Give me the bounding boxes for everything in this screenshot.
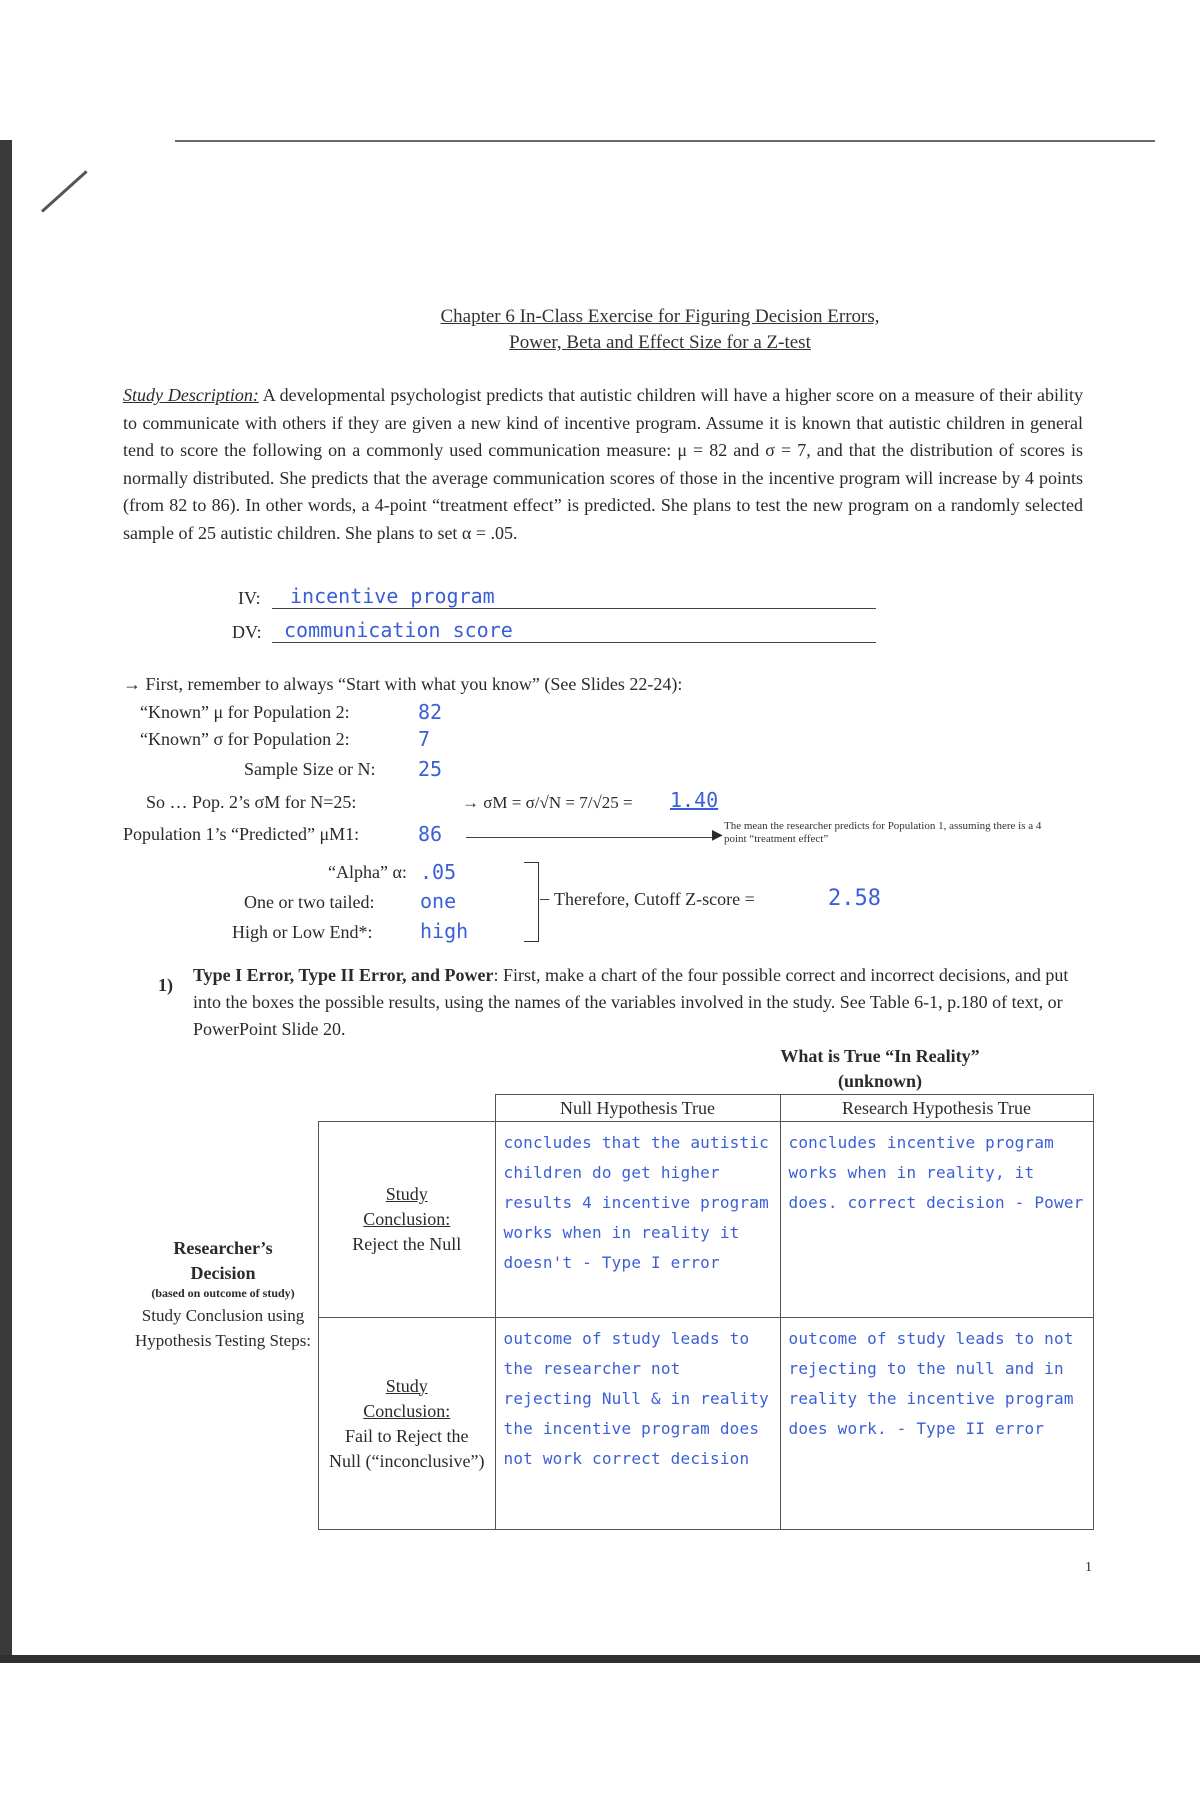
cell-reject-null-true: concludes that the autistic children do get higher results 4 incentive program works when in reality it doesn't - Type I error: [495, 1122, 780, 1318]
known-mu-label: “Known” μ for Population 2:: [140, 702, 350, 722]
dv-value: communication score: [284, 618, 513, 642]
study-description-label: Study Description:: [123, 385, 259, 405]
decision-text: Study Conclusion using Hypothesis Testing Steps:: [134, 1306, 312, 1350]
sigma-m-value: 1.40: [670, 788, 719, 812]
tail-label: One or two tailed:: [244, 892, 375, 912]
pen-mark: [41, 170, 88, 212]
row2-label-c: Fail to Reject the Null (“inconclusive”): [329, 1425, 485, 1471]
dv-label: DV:: [232, 622, 262, 642]
tail-value: one: [420, 889, 457, 913]
header-null-true: Null Hypothesis True: [495, 1095, 780, 1122]
title-line-2: Power, Beta and Effect Size for a Z-test: [509, 332, 811, 353]
decision-title-1: Researcher’s: [173, 1238, 273, 1258]
reality-line-2: (unknown): [837, 1071, 923, 1091]
decision-title-2: Decision: [190, 1263, 256, 1283]
row1-label-b: Conclusion:: [363, 1209, 451, 1229]
scan-edge-bottom: [0, 1655, 1200, 1663]
corner-cell: [319, 1095, 496, 1122]
decision-table: [318, 1094, 1094, 1530]
cutoff-dash: –: [540, 888, 549, 908]
scan-edge-left: [0, 140, 12, 1660]
dv-underline: [272, 642, 876, 643]
sigma-m-label: So … Pop. 2’s σM for N=25:: [146, 792, 357, 812]
end-label: High or Low End*:: [232, 922, 373, 942]
cell-fail-research-true: outcome of study leads to not rejecting to the null and in reality the incentive program does work. - Type II error: [780, 1318, 1093, 1530]
top-rule: [175, 140, 1155, 142]
iv-underline: [272, 608, 876, 609]
reality-line-1: What is True “In Reality”: [780, 1046, 980, 1066]
decision-subtitle: (based on outcome of study): [151, 1286, 295, 1300]
researcher-decision-label: [128, 1236, 318, 1353]
predicted-mu-label: Population 1’s “Predicted” μM1:: [123, 824, 360, 844]
known-sigma-value: 7: [418, 727, 431, 751]
sample-size-value: 25: [418, 757, 443, 781]
cutoff-bracket: [524, 862, 539, 942]
question-number: 1): [158, 975, 173, 995]
study-description-text: A developmental psychologist predicts that autistic children will have a higher score on a measure of their ability to communicate with others if they are given a new kind of incentive program. Assume it is known that autistic children in general tend to score the following on a commonly used communication measure: μ = 82 and σ = 7, and that the distribution of scores is normally distributed. She predicts that the average communication scores of those in the incentive program will increase by 4 points (from 82 to 86). In other words, a 4-point “treatment effect” is predicted. She plans to test the new program on a randomly selected sample of 25 autistic children. She plans to set α = .05.: [123, 385, 1084, 543]
predicted-mu-value: 86: [418, 822, 443, 846]
row-reject-null: [319, 1122, 496, 1318]
row2-label-a: Study: [385, 1375, 428, 1396]
alpha-value: .05: [420, 860, 457, 884]
question-1-bold: Type I Error, Type II Error, and Power: [193, 965, 494, 985]
row2-label-b: Conclusion:: [363, 1400, 451, 1421]
cutoff-value: 2.58: [828, 886, 881, 911]
sample-size-label: Sample Size or N:: [244, 759, 376, 779]
predicted-arrow-head: ▶: [712, 828, 723, 843]
cell-reject-research-true: concludes incentive program works when in reality, it does. correct decision - Power: [780, 1122, 1093, 1318]
alpha-label: “Alpha” α:: [328, 862, 407, 882]
predicted-note: The mean the researcher predicts for Population 1, assuming there is a 4 point “treatment effect”: [724, 820, 1042, 845]
known-mu-value: 82: [418, 700, 443, 724]
question-1-body: : First, make a chart of the four possible correct and incorrect decisions, and put into the boxes the possible results, using the names of the variables involved in the study. See Table 6-1, p.180 of text, or PowerPoint Slide 20.: [193, 965, 1069, 1039]
cutoff-label: Therefore, Cutoff Z-score =: [554, 889, 755, 909]
question-1-text: [193, 962, 1073, 1043]
known-intro: → First, remember to always “Start with what you know” (See Slides 22-24):: [123, 674, 683, 694]
predicted-arrow-line: [466, 837, 716, 838]
known-sigma-label: “Known” σ for Population 2:: [140, 729, 350, 749]
study-description: [123, 382, 1083, 547]
reality-header: [700, 1044, 1060, 1094]
row1-label-c: Reject the Null: [352, 1234, 462, 1254]
cell-fail-null-true: outcome of study leads to the researcher not rejecting Null & in reality the incentive program does not work correct decision: [495, 1318, 780, 1530]
end-value: high: [420, 919, 469, 943]
page-number: 1: [1085, 1560, 1092, 1575]
iv-label: IV:: [238, 588, 261, 608]
header-research-true: Research Hypothesis True: [780, 1095, 1093, 1122]
row-fail-reject: [319, 1318, 496, 1530]
title-line-1: Chapter 6 In-Class Exercise for Figuring Decision Errors,: [440, 306, 880, 327]
row1-label-a: Study: [385, 1184, 428, 1204]
iv-value: incentive program: [290, 584, 495, 608]
sigma-m-formula: → σM = σ/√N = 7/√25 =: [462, 793, 633, 812]
